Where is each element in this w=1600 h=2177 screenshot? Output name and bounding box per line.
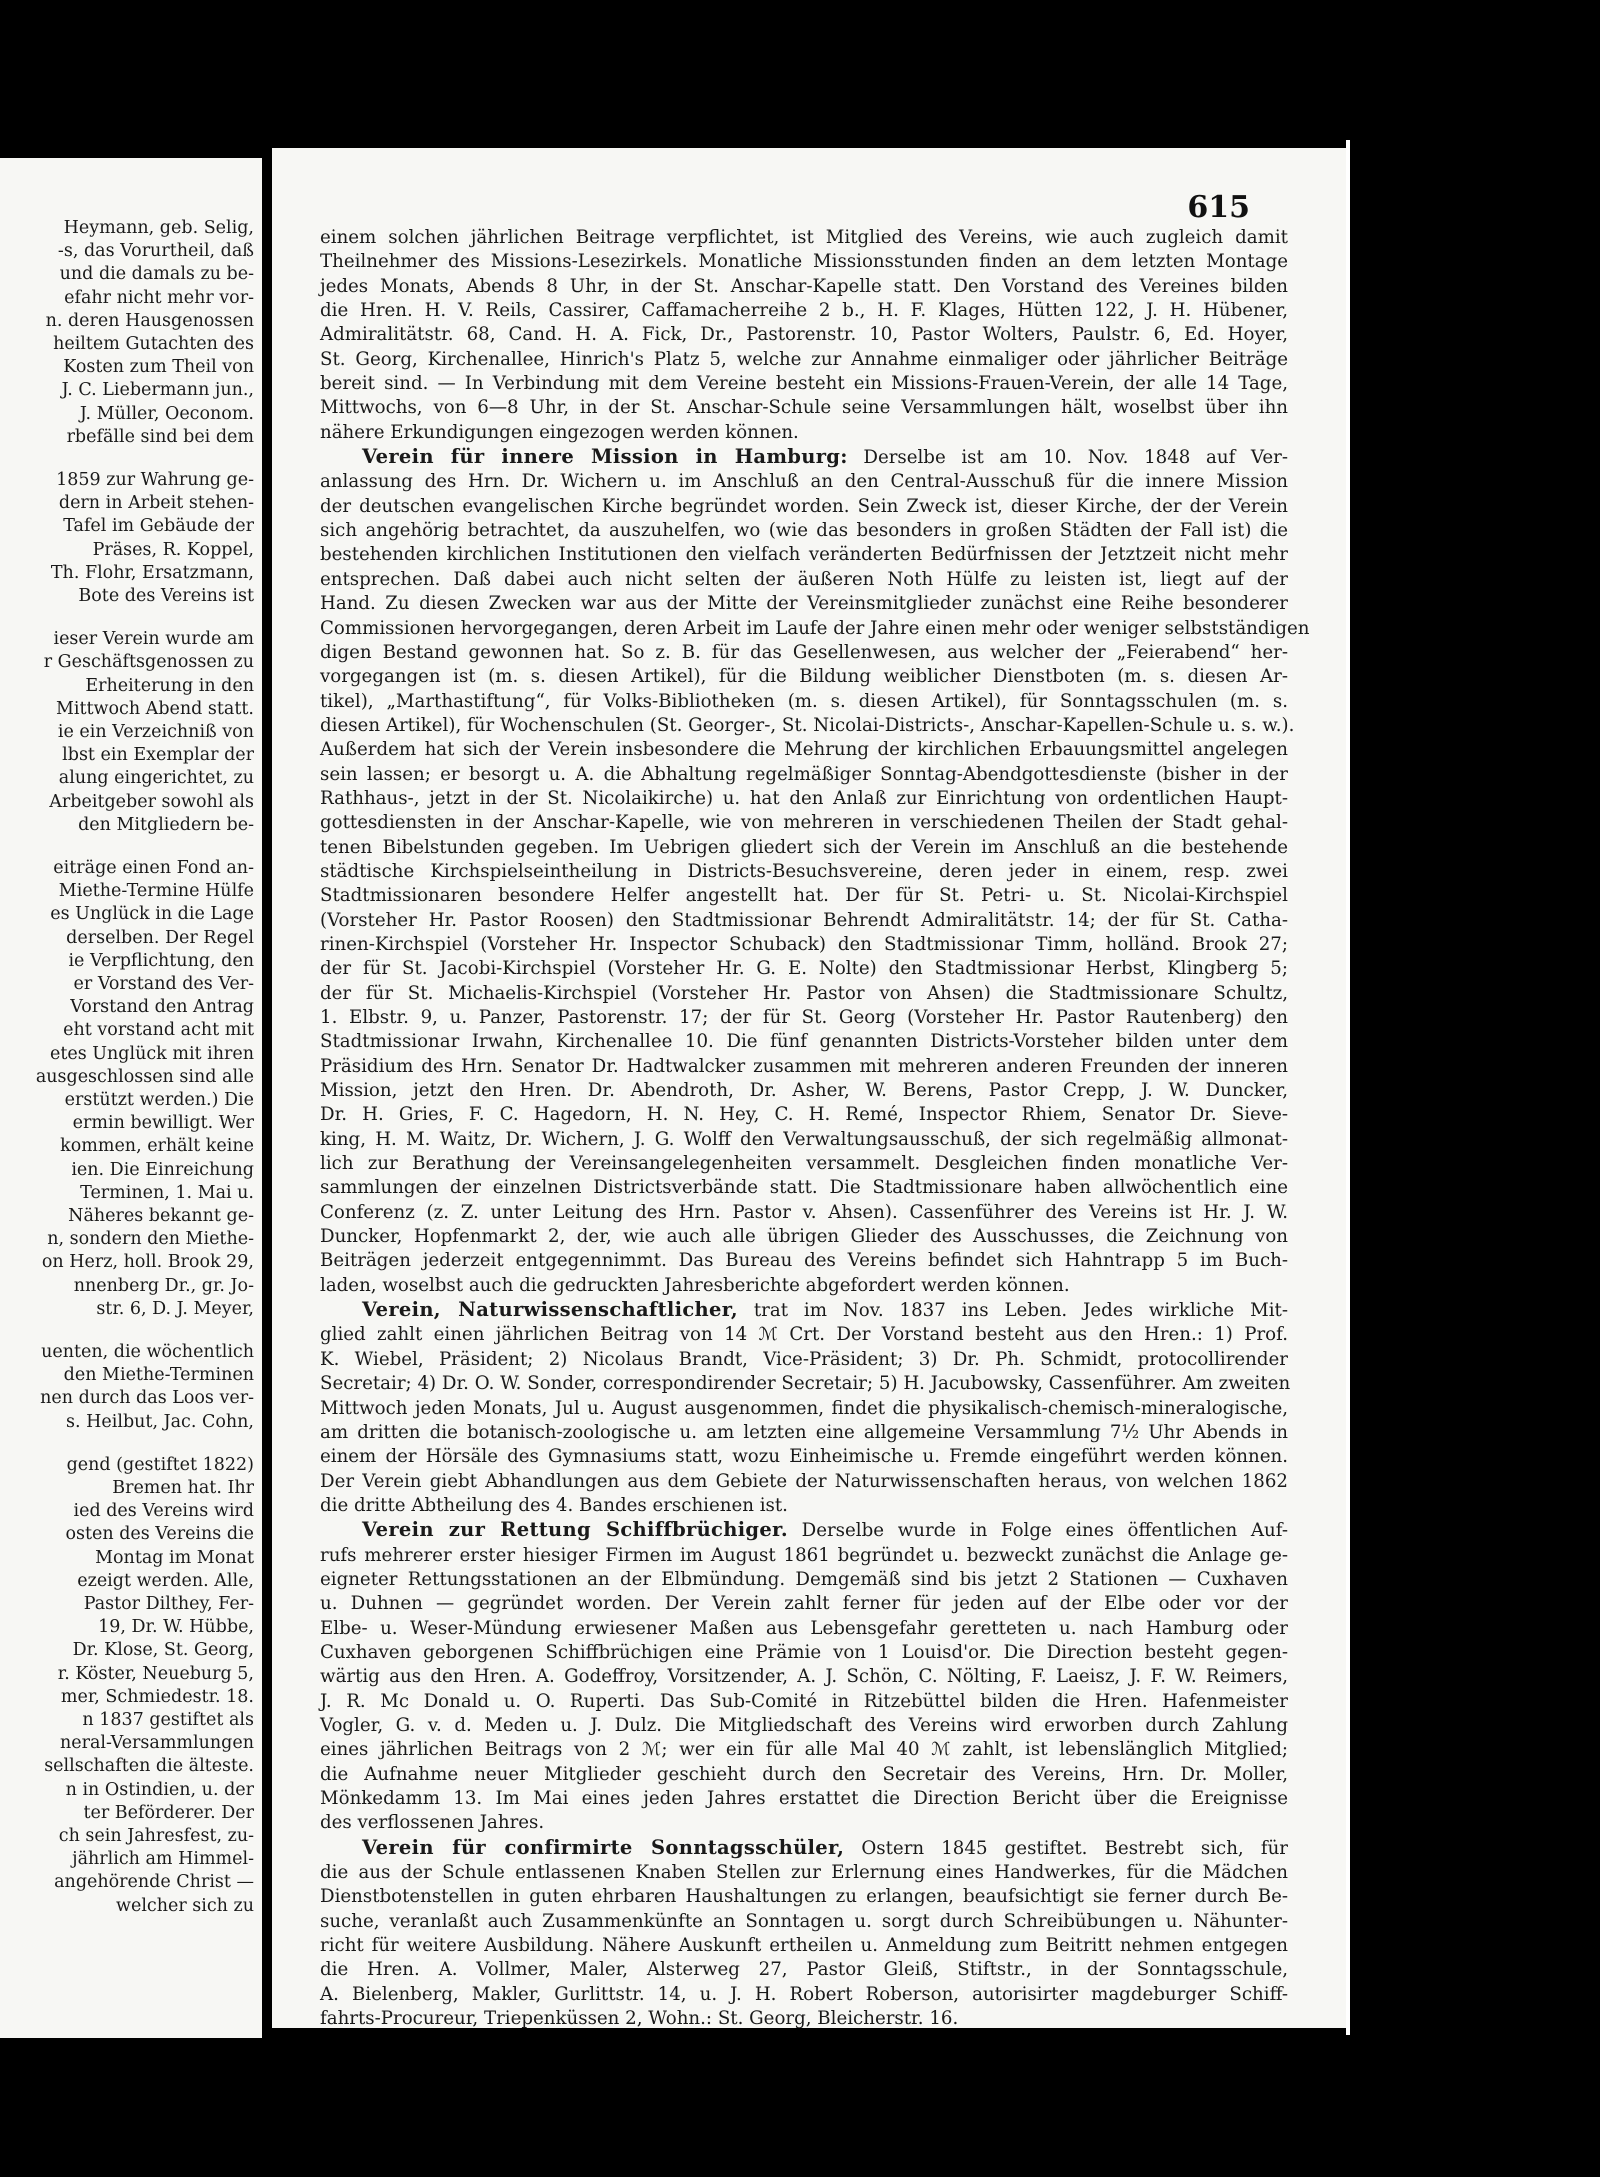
text-line: J. R. Mc Donald u. O. Ruperti. Das Sub-Comité in Ritzebüttel bilden die Hren. Hafenmeister xyxy=(320,1690,1288,1712)
left-column-line: dern in Arbeit stehen- xyxy=(58,493,254,514)
left-column-line: Näheres bekannt ge- xyxy=(68,1206,254,1226)
text-line: die aus der Schule entlassenen Knaben Stellen zur Erlernung eines Handwerkes, für die Mädchen xyxy=(320,1862,1288,1884)
page-number: 615 xyxy=(1187,190,1250,225)
text-run: Derselbe wurde in Folge eines öffentlichen Auf- xyxy=(801,1520,1288,1542)
text-line: Vogler, G. v. d. Meden u. J. Dulz. Die Mitgliedschaft des Vereins wird erworben durch Zahlung xyxy=(320,1714,1288,1736)
text-line: bestehenden kirchlichen Institutionen den vielfach veränderten Bedürfnissen der Jetztzeit nicht mehr xyxy=(320,544,1288,566)
text-line: Theilnehmer des Missions-Lesezirkels. Monatliche Missionsstunden finden an dem letzten Montage xyxy=(320,251,1288,273)
left-column-line: alung eingerichtet, zu xyxy=(58,768,254,789)
text-line: anlassung des Hrn. Dr. Wichern u. im Anschluß an den Central-Ausschuß für die innere Mission xyxy=(320,471,1288,493)
left-column-line: ter Beförderer. Der xyxy=(83,1802,254,1823)
text-line: am dritten die botanisch-zoologische u. am letzten eine allgemeine Versammlung 7½ Uhr Abends in xyxy=(320,1421,1288,1443)
left-column-line: n, sondern den Miethe- xyxy=(47,1229,254,1250)
left-column-line: Präses, R. Koppel, xyxy=(92,539,254,560)
text-line: 1. Elbstr. 9, u. Panzer, Pastorenstr. 17; der für St. Georg (Vorsteher Hr. Pastor Rautenberg) den xyxy=(320,1007,1288,1028)
left-column-line: n in Ostindien, u. der xyxy=(65,1779,254,1800)
left-column-line: 1859 zur Wahrung ge- xyxy=(56,470,254,490)
left-column-line: welcher sich zu xyxy=(116,1895,254,1916)
left-column-line: nnenberg Dr., gr. Jo- xyxy=(73,1275,254,1296)
text-line: Der Verein giebt Abhandlungen aus dem Gebiete der Naturwissenschaften heraus, von welchen 1862 xyxy=(320,1470,1288,1492)
left-column-line: 19, Dr. W. Hübbe, xyxy=(98,1617,254,1638)
left-column-line: ie ein Verzeichniß von xyxy=(57,722,254,742)
text-line: Admiralitätstr. 68, Cand. H. A. Fick, Dr., Pastorenstr. 10, Pastor Wolters, Paulstr. 6, Ed. Hoyer, xyxy=(320,324,1288,346)
left-column-line: ch sein Jahresfest, zu- xyxy=(58,1826,254,1846)
text-line: städtische Kirchspielseintheilung in Districts-Besuchsvereine, deren jeder in einem, resp. zwei xyxy=(320,860,1288,882)
text-line: jedes Monats, Abends 8 Uhr, in der St. Anschar-Kapelle statt. Den Vorstand des Vereines bilden xyxy=(320,275,1288,297)
text-run: trat im Nov. 1837 ins Leben. Jedes wirkliche Mit- xyxy=(753,1300,1288,1322)
left-column-line: angehörende Christ — xyxy=(54,1872,254,1893)
text-line: die dritte Abtheilung des 4. Bandes erschienen ist. xyxy=(320,1494,788,1516)
left-column-line: ied des Vereins wird xyxy=(73,1501,254,1522)
left-column-line: neral-Versammlungen xyxy=(60,1733,254,1754)
text-line: nähere Erkundigungen eingezogen werden können. xyxy=(320,421,799,443)
left-column-line: ezeigt werden. Alle, xyxy=(77,1570,254,1591)
left-column-line: ausgeschlossen sind alle xyxy=(35,1066,254,1087)
left-column-line: und die damals zu be- xyxy=(59,264,254,285)
left-column-line: Mittwoch Abend statt. xyxy=(55,698,254,719)
left-column-line: str. 6, D. J. Meyer, xyxy=(96,1298,254,1319)
text-line: Dr. H. Gries, F. C. Hagedorn, H. N. Hey, C. H. Remé, Inspector Rhiem, Senator Dr. Sieve- xyxy=(320,1104,1288,1126)
text-line: tenen Bibelstunden gegeben. Im Uebrigen gliedert sich der Verein im Anschluß an die bestehende xyxy=(320,836,1288,858)
text-line xyxy=(320,1298,1288,1323)
text-line: Secretair; 4) Dr. O. W. Sonder, correspondirender Secretair; 5) H. Jacubowsky, Cassenführer. Am zweiten xyxy=(320,1373,1291,1395)
left-column-line: r Geschäftsgenossen zu xyxy=(43,652,254,673)
left-column-line: Bremen hat. Ihr xyxy=(112,1478,254,1498)
text-run: Derselbe ist am 10. Nov. 1848 auf Ver- xyxy=(863,447,1288,469)
paragraph xyxy=(320,1298,1291,1518)
text-line: Präsidium des Hrn. Senator Dr. Hadtwalcker zusammen mit mehreren anderen Freunden der inneren xyxy=(320,1055,1288,1077)
text-line xyxy=(320,445,1288,470)
left-column-line: r. Köster, Neueburg 5, xyxy=(57,1663,254,1684)
left-column-line: Erheiterung in den xyxy=(85,675,254,696)
page-body-text xyxy=(320,226,1310,2028)
left-column-line: kommen, erhält keine xyxy=(60,1136,254,1157)
left-column-line: mer, Schmiedestr. 18. xyxy=(60,1686,254,1707)
left-column-line: gend (gestiftet 1822) xyxy=(66,1454,254,1475)
text-line: (Vorsteher Hr. Pastor Roosen) den Stadtmissionar Behrendt Admiralitätstr. 14; der für St. Catha- xyxy=(320,909,1288,931)
text-line: rinen-Kirchspiel (Vorsteher Hr. Inspector Schuback) den Stadtmissionar Timm, holländ. Brook 27; xyxy=(320,933,1288,955)
text-line: u. Duhnen — gegründet worden. Der Verein zahlt ferner für jeden auf der Elbe oder vor der xyxy=(320,1593,1288,1615)
text-line xyxy=(320,1518,1288,1543)
page-edge xyxy=(1346,140,1350,2035)
text-line: sein lassen; er besorgt u. A. die Abhaltung regelmäßiger Sonntag-Abendgottesdienste (bisher in der xyxy=(320,763,1288,785)
text-line: richt für weitere Ausbildung. Nähere Auskunft ertheilen u. Anmeldung zum Beitritt nehmen entgegen xyxy=(320,1935,1288,1957)
entry-heading: Verein für innere Mission in Hamburg: xyxy=(362,445,848,469)
left-column-line: rbefälle sind bei dem xyxy=(66,426,254,447)
text-line: K. Wiebel, Präsident; 2) Nicolaus Brandt, Vice-Präsident; 3) Dr. Ph. Schmidt, protocollirender xyxy=(320,1348,1288,1370)
text-line: bereit sind. — In Verbindung mit dem Vereine besteht ein Missions-Frauen-Verein, der alle 14 Tage, xyxy=(320,373,1288,395)
left-column-line: n 1837 gestiftet als xyxy=(82,1710,254,1730)
text-run: Ostern 1845 gestiftet. Bestrebt sich, für xyxy=(861,1837,1288,1859)
left-column-line: Montag im Monat xyxy=(95,1547,254,1568)
text-line: sammlungen der einzelnen Districtsverbände statt. Die Stadtmissionare haben allwöchentlich eine xyxy=(320,1177,1288,1199)
left-column-line: Dr. Klose, St. Georg, xyxy=(72,1640,254,1661)
text-line: laden, woselbst auch die gedruckten Jahresberichte abgefordert werden können. xyxy=(320,1274,1070,1296)
text-line: diesen Artikel), für Wochenschulen (St. Georger-, St. Nicolai-Districts-, Anschar-Kapellen-Schule u. s. w.). xyxy=(320,714,1295,736)
left-column-line: n. deren Hausgenossen xyxy=(45,310,254,331)
left-column-line: Heymann, geb. Selig, xyxy=(63,218,254,238)
left-column-line: s. Heilbut, Jac. Cohn, xyxy=(66,1411,254,1432)
text-line: tikel), „Marthastiftung“, für Volks-Bibliotheken (m. s. diesen Artikel), für Sonntagsschulen (m. s. xyxy=(320,690,1288,712)
text-line: Elbe- u. Weser-Mündung erwiesener Maßen aus Lebensgefahr geretteten u. nach Hamburg oder xyxy=(320,1617,1288,1639)
left-column-line: J. C. Liebermann jun., xyxy=(61,380,254,401)
paragraph xyxy=(320,226,1288,445)
left-column-line: Tafel im Gebäude der xyxy=(63,516,254,537)
text-line: Beiträgen jederzeit entgegennimmt. Das Bureau des Vereins befindet sich Hahntrapp 5 im Buch- xyxy=(320,1250,1288,1272)
text-line: Stadtmissionar Irwahn, Kirchenallee 10. Die fünf genannten Districts-Vorsteher bilden unter dem xyxy=(320,1031,1288,1053)
left-column-line: Bote des Vereins ist xyxy=(78,586,254,606)
text-line: Dienstbotenstellen in guten ehrbaren Haushaltungen zu erlangen, beaufsichtigt sie ferner durch Be- xyxy=(320,1886,1288,1908)
left-column-line: ie Verpflichtung, den xyxy=(68,950,254,971)
left-column-line: Miethe-Termine Hülfe xyxy=(58,881,254,902)
text-line: Commissionen hervorgegangen, deren Arbeit im Laufe der Jahre einen mehr oder weniger selbstständigen xyxy=(320,617,1310,639)
text-line: der deutschen evangelischen Kirche begründet worden. Sein Zweck ist, dieser Kirche, der der Verein xyxy=(320,495,1288,517)
left-column-line: derselben. Der Regel xyxy=(66,927,254,948)
text-line: vorgegangen ist (m. s. diesen Artikel), für die Bildung weiblicher Dienstboten (m. s. diesen Ar- xyxy=(320,666,1288,688)
left-column-line: den Mitgliedern be- xyxy=(78,814,254,835)
left-column-line: eiträge einen Fond an- xyxy=(53,858,254,878)
text-line: St. Georg, Kirchenallee, Hinrich's Platz 5, welche zur Annahme einmaliger oder jährlicher Beiträge xyxy=(320,348,1288,370)
left-column-line: Terminen, 1. Mai u. xyxy=(80,1182,254,1203)
entry-heading: Verein für confirmirte Sonntagsschüler, xyxy=(362,1835,845,1859)
left-column-line: er Vorstand des Ver- xyxy=(73,974,254,994)
text-line: A. Bielenberg, Makler, Gurlittstr. 14, u. J. H. Robert Roberson, autorisirter magdeburger Schiff- xyxy=(320,1983,1288,2005)
text-line: Außerdem hat sich der Verein insbesondere die Mehrung der kirchlichen Erbauungsmittel angelegen xyxy=(320,739,1288,761)
text-line: Conferenz (z. Z. unter Leitung des Hrn. Pastor v. Ahsen). Cassenführer des Vereins ist Hr. J. W. xyxy=(320,1201,1288,1223)
text-line: der für St. Jacobi-Kirchspiel (Vorsteher Hr. G. E. Nolte) den Stadtmissionar Herbst, Klingberg 5; xyxy=(320,958,1288,980)
text-line xyxy=(320,1836,1288,1861)
paragraph xyxy=(320,445,1310,1298)
left-column-line: osten des Vereins die xyxy=(65,1524,254,1545)
text-line: Cuxhaven geborgenen Schiffbrüchigen eine Prämie von 1 Louisd'or. Die Direction besteht gegen- xyxy=(320,1641,1288,1663)
text-line: Mönkedamm 13. Im Mai eines jeden Jahres erstattet die Direction Bericht über die Ereignisse xyxy=(320,1788,1288,1809)
entry-heading: Verein zur Rettung Schiffbrüchiger. xyxy=(362,1518,788,1542)
left-column-line: den Miethe-Terminen xyxy=(63,1365,254,1386)
text-line: einem der Hörsäle des Gymnasiums statt, wozu Einheimische u. Fremde eingeführt werden können. xyxy=(320,1446,1288,1468)
text-line: sich angehörig betrachtet, da auszuhelfen, wo (wie das besonders in großen Städten der Fall ist) die xyxy=(320,520,1288,542)
text-line: king, H. M. Waitz, Dr. Wichern, J. G. Wolff den Verwaltungsausschuß, der sich regelmäßig allmonat- xyxy=(320,1128,1288,1150)
text-line: fahrts-Procureur, Triepenküssen 2, Wohn.: St. Georg, Bleicherstr. 16. xyxy=(320,2008,959,2028)
left-column-line: Kosten zum Theil von xyxy=(63,357,254,378)
text-line: die Hren. H. V. Reils, Cassirer, Caffamacherreihe 2 b., H. F. Klages, Hütten 122, J. H. Hübener, xyxy=(320,300,1288,322)
right-page xyxy=(272,148,1350,2028)
text-line: einem solchen jährlichen Beitrage verpflichtet, ist Mitglied des Vereins, wie auch zugleich damit xyxy=(320,227,1288,248)
left-column-line: uenten, die wöchentlich xyxy=(41,1342,254,1362)
text-line: gottesdiensten in der Anschar-Kapelle, wie von mehreren in verschiedenen Theilen der Stadt gehal- xyxy=(320,812,1288,834)
text-line: die Aufnahme neuer Mitglieder geschieht durch den Secretair des Vereins, Hrn. Dr. Moller, xyxy=(320,1763,1288,1785)
left-column-line: ermin bewilligt. Wer xyxy=(72,1113,254,1134)
text-line: Duncker, Hopfenmarkt 2, der, wie auch alle übrigen Glieder des Ausschusses, die Zeichnung von xyxy=(320,1226,1288,1248)
left-column-line: J. Müller, Oeconom. xyxy=(79,403,254,424)
left-column-line: jährlich am Himmel- xyxy=(72,1849,254,1870)
left-column-line: -s, das Vorurtheil, daß xyxy=(57,241,254,262)
text-line: der für St. Michaelis-Kirchspiel (Vorsteher Hr. Pastor von Ahsen) die Stadtmissionare Schultz, xyxy=(320,982,1288,1004)
text-line: eines jährlichen Beitrags von 2 ℳ; wer ein für alle Mal 40 ℳ zahlt, ist lebenslänglich Mitglied; xyxy=(320,1739,1288,1761)
page-gutter xyxy=(262,158,268,2038)
text-line: Rathhaus-, jetzt in der St. Nicolaikirche) u. hat den Anlaß zur Einrichtung von ordentlichen Haupt- xyxy=(320,787,1288,809)
left-column-line: etes Unglück mit ihren xyxy=(50,1043,254,1064)
left-page-fragment xyxy=(0,158,262,2038)
left-column-line: eht vorstand acht mit xyxy=(63,1020,254,1041)
text-line: Mittwoch jeden Monats, Jul u. August ausgenommen, findet die physikalisch-chemisch-mineralogische, xyxy=(320,1397,1288,1419)
left-column-line: on Herz, holl. Brook 29, xyxy=(41,1252,254,1273)
text-line: lich zur Berathung der Vereinsangelegenheiten versammelt. Desgleichen finden monatliche Ver- xyxy=(320,1153,1288,1175)
left-column-line: lbst ein Exemplar der xyxy=(62,745,254,766)
paragraph xyxy=(320,1836,1288,2028)
text-line: des verflossenen Jahres. xyxy=(320,1812,545,1834)
left-column-line: Th. Flohr, Ersatzmann, xyxy=(50,562,254,583)
entry-heading: Verein, Naturwissenschaftlicher, xyxy=(362,1298,738,1322)
left-column-line: efahr nicht mehr vor- xyxy=(64,287,254,308)
left-column-line: ieser Verein wurde am xyxy=(53,629,254,650)
paragraph xyxy=(320,1518,1288,1835)
left-column-line: Pastor Dilthey, Fer- xyxy=(83,1594,254,1614)
left-column-line: heiltem Gutachten des xyxy=(53,334,254,354)
left-column-line: es Unglück in die Lage xyxy=(50,904,254,925)
text-line: glied zahlt einen jährlichen Beitrag von 14 ℳ Crt. Der Vorstand besteht aus den Hren.: 1) Prof. xyxy=(320,1324,1288,1346)
left-column-line: nen durch das Loos ver- xyxy=(40,1388,254,1409)
text-line: Mittwochs, von 6—8 Uhr, in der St. Anschar-Schule seine Versammlungen hält, woselbst über ihn xyxy=(320,397,1288,419)
text-line: rufs mehrerer erster hiesiger Firmen im August 1861 begründet u. bezweckt zunächst die Anlage ge- xyxy=(320,1544,1288,1566)
text-line: Mission, jetzt den Hren. Dr. Abendroth, Dr. Asher, W. Berens, Pastor Crepp, J. W. Duncker, xyxy=(320,1080,1288,1102)
text-line: eigneter Rettungsstationen an der Elbmündung. Demgemäß sind bis jetzt 2 Stationen — Cuxhaven xyxy=(320,1568,1288,1590)
text-line: digen Bestand gewonnen hat. So z. B. für das Gesellenwesen, aus welcher der „Feierabend“ her- xyxy=(320,641,1288,663)
text-line: die Hren. A. Vollmer, Maler, Alsterweg 27, Pastor Gleiß, Stiftstr., in der Sonntagsschule, xyxy=(320,1959,1288,1981)
text-line: entsprechen. Daß dabei auch nicht selten der äußeren Noth Hülfe zu leisten ist, liegt auf der xyxy=(320,568,1288,590)
text-line: Hand. Zu diesen Zwecken war aus der Mitte der Vereinsmitglieder zunächst eine Reihe besonderer xyxy=(320,593,1288,615)
left-column-line: erstützt werden.) Die xyxy=(64,1090,254,1110)
left-column-line: Vorstand den Antrag xyxy=(70,997,254,1018)
text-line: suche, veranlaßt auch Zusammenkünfte an Sonntagen u. sorgt durch Schreibübungen u. Nähunter- xyxy=(320,1910,1288,1932)
left-column-line: sellschaften die älteste. xyxy=(44,1756,254,1777)
left-column-line: Arbeitgeber sowohl als xyxy=(49,791,254,812)
text-line: Stadtmissionaren besondere Helfer angestellt hat. Der für St. Petri- u. St. Nicolai-Kirchspiel xyxy=(320,885,1288,907)
left-column-line: ien. Die Einreichung xyxy=(71,1159,254,1180)
text-line: wärtig aus den Hren. A. Godeffroy, Vorsitzender, A. J. Schön, C. Nölting, F. Laeisz, J. F. W. Reimers, xyxy=(320,1666,1288,1688)
